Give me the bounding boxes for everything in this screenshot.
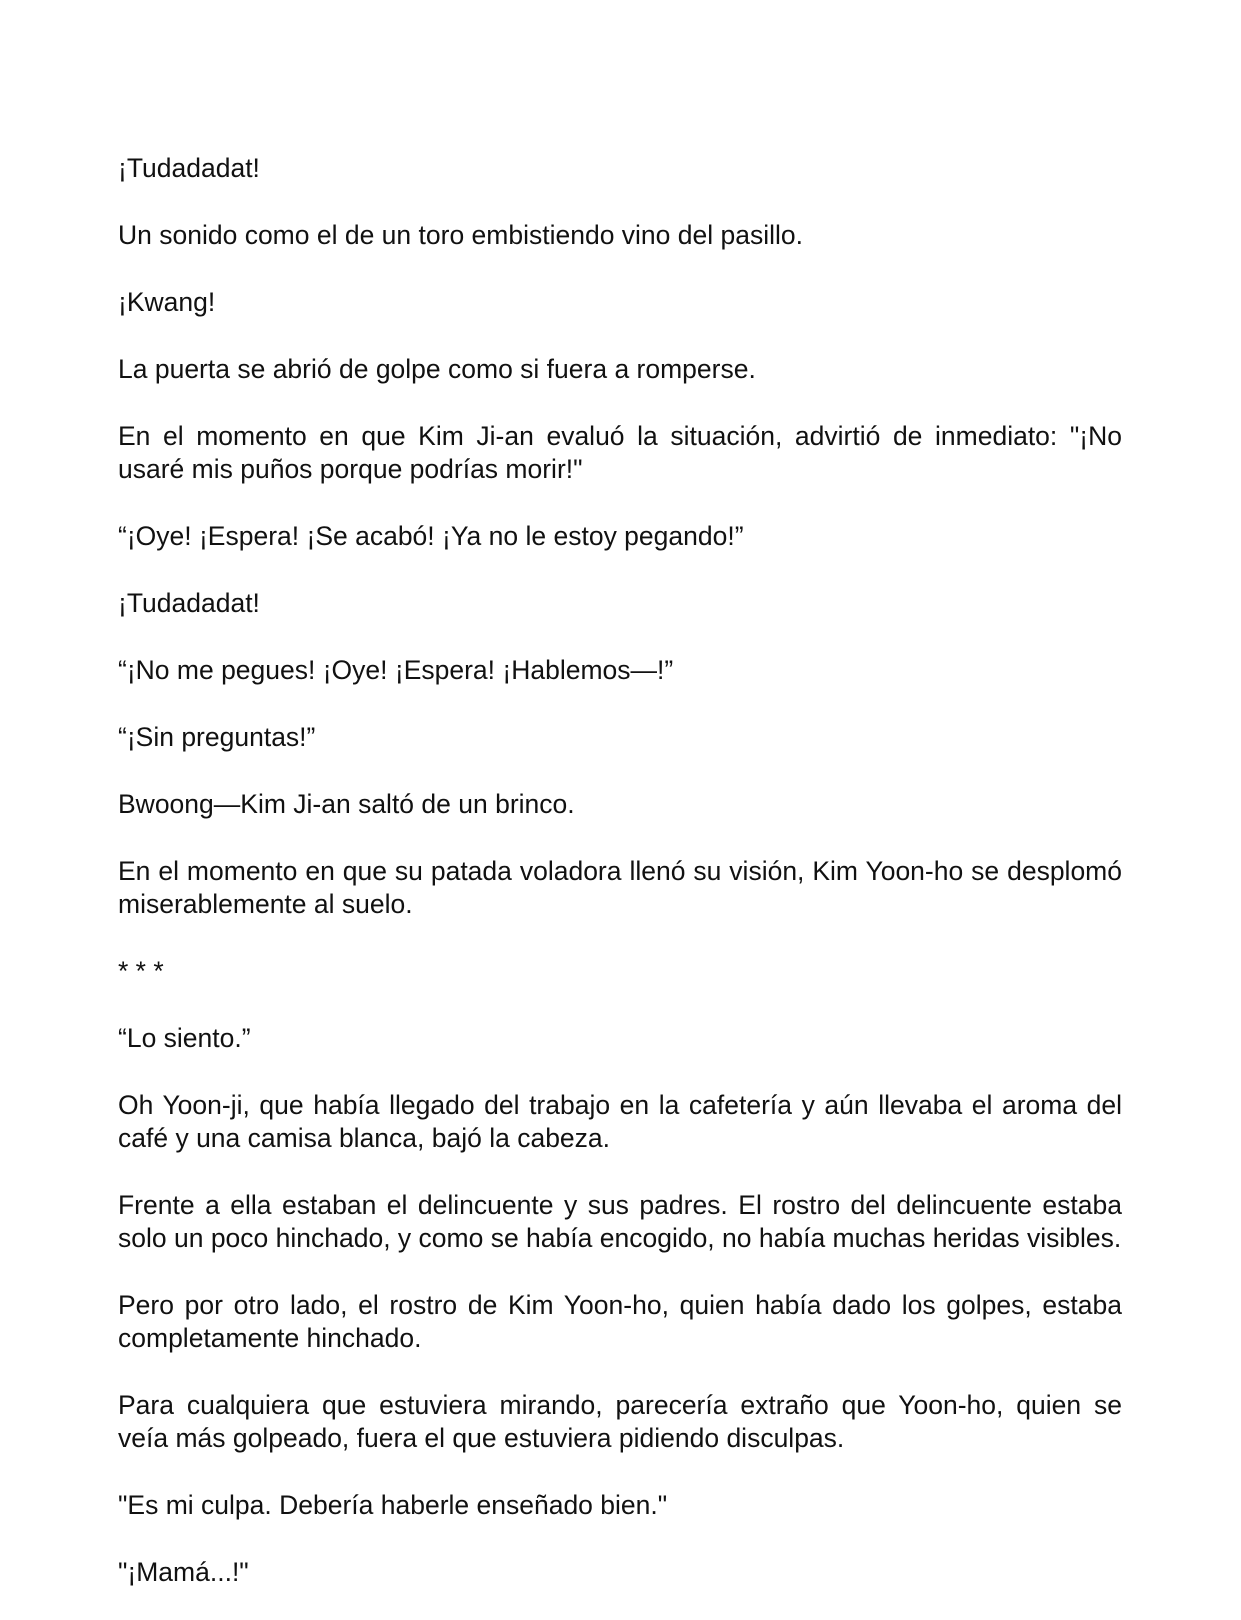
paragraph-10: Bwoong—Kim Ji-an saltó de un brinco. [118,789,575,819]
paragraph-9: “¡Sin preguntas!” [118,722,316,752]
paragraph-2: Un sonido como el de un toro embistiendo vino del pasillo. [118,220,803,250]
paragraph-4: La puerta se abrió de golpe como si fuera a romperse. [118,354,756,384]
paragraph-13: “Lo siento.” [118,1023,251,1053]
paragraph-5: En el momento en que Kim Ji-an evaluó la situación, advirtió de inmediato: "¡No usaré mis puños porque podrías morir!" [118,421,1122,484]
paragraph-3: ¡Kwang! [118,287,216,317]
paragraph-17: Para cualquiera que estuviera mirando, parecería extraño que Yoon-ho, quien se veía más golpeado, fuera el que estuviera pidiendo disculpas. [118,1390,1122,1453]
paragraph-11: En el momento en que su patada voladora llenó su visión, Kim Yoon-ho se desplomó miserablemente al suelo. [118,856,1122,919]
paragraph-8: “¡No me pegues! ¡Oye! ¡Espera! ¡Hablemos—!” [118,655,674,685]
paragraph-19: "¡Mamá...!" [118,1557,249,1587]
paragraph-1: ¡Tudadadat! [118,153,260,183]
paragraph-6: “¡Oye! ¡Espera! ¡Se acabó! ¡Ya no le estoy pegando!” [118,521,744,551]
paragraph-18: "Es mi culpa. Debería haberle enseñado bien." [118,1490,668,1520]
paragraph-15: Frente a ella estaban el delincuente y sus padres. El rostro del delincuente estaba solo un poco hinchado, y como se había encogido, no había muchas heridas visibles. [118,1190,1122,1253]
paragraph-16: Pero por otro lado, el rostro de Kim Yoon-ho, quien había dado los golpes, estaba completamente hinchado. [118,1290,1122,1353]
paragraph-7: ¡Tudadadat! [118,588,260,618]
paragraph-14: Oh Yoon-ji, que había llegado del trabajo en la cafetería y aún llevaba el aroma del café y una camisa blanca, bajó la cabeza. [118,1090,1122,1153]
scene-break: * * * [118,956,164,986]
text-column [118,152,1122,1620]
